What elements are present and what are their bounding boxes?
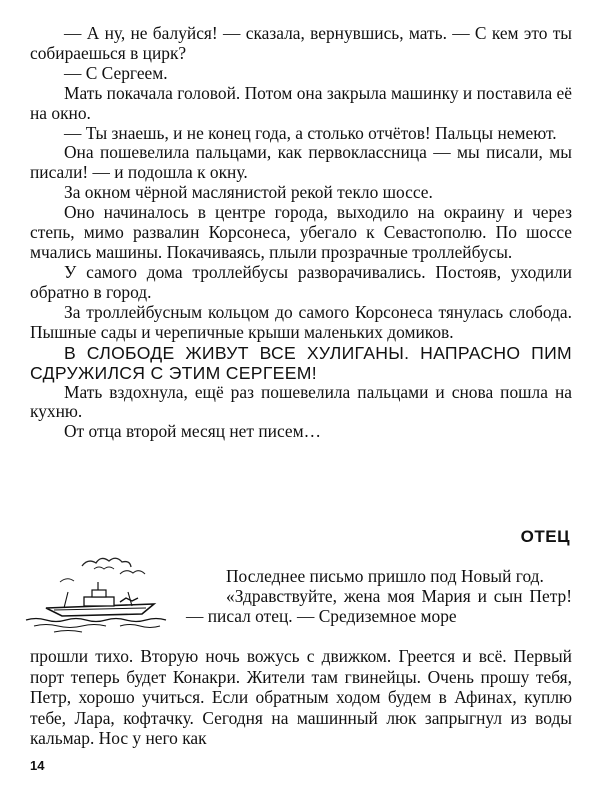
chapter-title: ОТЕЦ	[520, 527, 570, 546]
top-text-block	[30, 24, 572, 442]
paragraph: Оно начиналось в центре города, выходило на окраину и через степь, мимо развалин Корсонеса, убегало к Севастополю. По шоссе мчались машины. Покачиваясь, плыли прозрачные троллейбусы.	[30, 202, 572, 262]
full-text-block	[30, 646, 572, 749]
paragraph: Последнее письмо пришло под Новый год.	[226, 566, 544, 586]
right-text-block	[186, 566, 572, 626]
paragraph: Она пошевелила пальцами, как первоклассница — мы писали, мы писали! — и подошла к окну.	[30, 142, 572, 183]
paragraph: — Ты знаешь, и не конец года, а столько отчётов! Пальцы немеют.	[64, 122, 557, 143]
paragraph: — С Сергеем.	[64, 62, 168, 83]
ship-sketch-icon	[24, 552, 194, 634]
paragraph: «Здравствуйте, жена моя Мария и сын Петр! — писал отец. — Средиземное море	[186, 586, 572, 626]
paragraph: За окном чёрной маслянистой рекой текло шоссе.	[64, 182, 433, 203]
paragraph: прошли тихо. Вторую ночь вожусь с движком. Греется и всё. Первый порт теперь будет Конакри. Жители там гвинейцы. Очень прошу тебя, Петр, хорошо учиться. Если обратным ходом будем в Афинах, куплю тебе, Лара, кофтачку. Сегодня на машинный люк запрыгнул из воды кальмар. Нос у него как	[30, 646, 572, 749]
paragraph: Мать вздохнула, ещё раз пошевелила пальцами и снова пошла на кухню.	[30, 381, 572, 422]
paragraph: Мать покачала головой. Потом она закрыла машинку и поставила её на окно.	[30, 82, 572, 123]
paragraph: За троллейбусным кольцом до самого Корсонеса тянулась слобода. Пышные сады и черепичные крыши маленьких домиков.	[30, 301, 572, 342]
paragraph: — А ну, не балуйся! — сказала, вернувшись, мать. — С кем это ты собираешься в цирк?	[30, 23, 572, 63]
page-number: 14	[30, 758, 45, 773]
paragraph: От отца второй месяц нет писем…	[64, 421, 321, 442]
emphasized-thought: В СЛОБОДЕ ЖИВУТ ВСЕ ХУЛИГАНЫ. НАПРАСНО ПИМ СДРУЖИЛСЯ С ЭТИМ СЕРГЕЕМ!	[30, 342, 572, 383]
paragraph: У самого дома троллейбусы разворачивались. Постояв, уходили обратно в город.	[30, 261, 572, 302]
